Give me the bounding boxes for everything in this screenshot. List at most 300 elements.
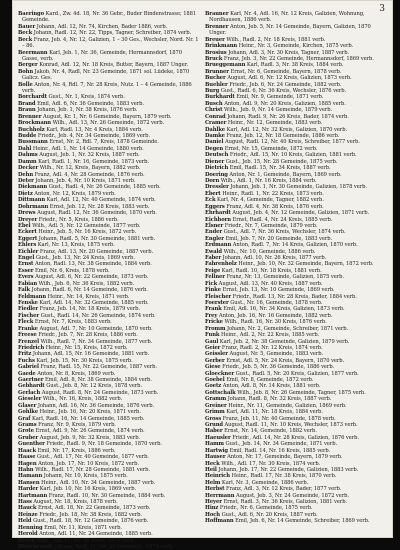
- entry-details: Johann, Jeb. 1, Nr. 38 Kreis, 1876 verb.: [37, 107, 138, 114]
- entry-surname: Frey: [205, 312, 218, 319]
- entry-surname: Beck: [18, 30, 33, 37]
- entry-surname: Drews: [18, 210, 36, 217]
- entry-surname: Decker: [18, 165, 39, 172]
- entry-details: Heinr., Jeb. 5, Nr. 16 Kreis, 1872 verb.: [38, 229, 137, 236]
- entry-surname: Frank: [205, 306, 222, 313]
- entry-surname: Feldmann: [18, 293, 47, 300]
- entry-details: Johann, Adl. 16, Nr. 36 Gemeinde, 1876 verb.: [37, 402, 155, 409]
- entry-surname: Gaede: [18, 370, 36, 377]
- entry-details: Franz, Radl. 2, Nr. 12 Kreis, 1874 verb.: [221, 344, 323, 351]
- entry-details: Emil, Adl. 6, Nr. 36 Gemeinde, 1883 verb.: [37, 100, 144, 107]
- entry-details: Wilh., Radl. 2, Nr. 18 Kreis, 1881 verb.: [226, 36, 326, 43]
- entry-details: Johann, Radl. 9, Nr. 26 Kreis, Bader, 1874 verb.: [227, 113, 349, 120]
- entry-details: Johann, Nr. 2, Gemeinde, Schreiber, 1871 verb.: [226, 325, 349, 332]
- entry-details: August, Radl. 8, Nr. 24 Gemeinde, 1873 verb.: [41, 389, 159, 396]
- entry-details: Franz, Jeb. 4, Nr. 12, Galizien, 1 – 30 Ges., Wechsler, Nord. Nr. 1 – 86.: [22, 36, 199, 50]
- directory-entry: [205, 11, 387, 24]
- entry-surname: Hildebrandt: [18, 544, 53, 550]
- entry-details: August, Nr. 18, Kreis, 1878 verb.: [33, 499, 118, 506]
- entry-details: August, Adl. 6, Nr. 22 Gemeinde, 1873 verb.: [35, 274, 149, 281]
- entry-details: Friedr., Adl. 15, Nr. 10 Kreis, Galizien, 1881 verb.: [229, 152, 357, 159]
- entry-surname: Gruber: [18, 434, 39, 441]
- entry-surname: Gloeckner: [205, 370, 234, 377]
- entry-surname: Fischer: [18, 312, 39, 319]
- entry-details: Wilh., Jeb. 9, Nr. 14 Gemeinde, 1879 verb.: [224, 107, 333, 114]
- entry-surname: Ehrhardt: [205, 210, 231, 217]
- entry-details: Anton, Nr. 8, Kreis, 1869 verb.: [37, 370, 116, 377]
- entry-details: Johann, Radl. 8, Nr. 32 Kreis, 1887 verb.: [227, 396, 332, 403]
- entry-surname: Gramm: [205, 396, 227, 403]
- entry-surname: Deter: [18, 177, 34, 184]
- entry-surname: Falk: [18, 287, 31, 294]
- entry-surname: Dehn: [18, 171, 34, 178]
- entry-surname: Faber: [205, 255, 222, 262]
- entry-details: Karl, Radl. 1, Nr. 16, Gemeinde, 1873 verb.: [38, 158, 149, 165]
- entry-surname: Degen: [205, 145, 224, 152]
- entry-surname: Franke: [18, 325, 38, 332]
- entry-details: Friedr., Jeb. 18, Nr. 38 Kreis, 1882 verb.: [39, 511, 142, 518]
- entry-surname: Budde: [18, 133, 37, 140]
- entry-details: Anton, Nr. 17, Gemeinde, Bayern, 1879 verb.: [227, 454, 343, 461]
- entry-details: Ernst, Nr. 2, Rdl. 7, Kreis, 1878 Gemeinde.: [49, 139, 159, 146]
- entry-surname: Hauck: [18, 505, 37, 512]
- entry-surname: Frenzel: [18, 338, 40, 345]
- entry-surname: Funk: [205, 332, 220, 339]
- entry-details: August, Radl. 12, Nr. 40 Kreis, Schreiber, 1877 verb.: [224, 139, 360, 146]
- entry-details: Gust., Radl. 14, Nr. 26 Gemeinde, 1874 verb.: [40, 312, 156, 319]
- entry-surname: Heyer: [205, 499, 222, 506]
- entry-details: Emil, Adl. 8, Nr. 38 Gemeinde, 1884 verb.: [44, 377, 152, 384]
- entry-surname: Baeringo: [18, 11, 44, 17]
- entry-surname: Dahlke: [205, 126, 226, 133]
- entry-details: Friedr., Radl. 13, Nr. 28 Kreis, Bader, 1884 verb.: [232, 293, 357, 300]
- entry-surname: Grams: [18, 422, 37, 428]
- entry-surname: Gieseler: [18, 396, 42, 403]
- entry-details: Anton, Radl. 7, Nr. 14 Kreis, Galizien, 1870 verb.: [232, 242, 358, 249]
- entry-details: Wilh., Radl. 7, Nr. 34 Gemeinde, 1877 verb.: [40, 338, 153, 345]
- entry-details: Franz, Adl. 13, Nr. 20 Gemeinde, 1887 verb.: [39, 248, 154, 255]
- entry-details: Ernst, Radl. 4, Nr. 24 Kreis, 1885 verb.: [232, 216, 333, 223]
- entry-surname: Dressler: [205, 184, 229, 191]
- entry-details: Johann, Radl. 11, Nr. 20 Gemeinde, 1874 verb.: [54, 544, 174, 550]
- entry-surname: Hamm: [205, 441, 224, 448]
- entry-details: Heinr., Jeb. 10, Nr. 32 Gemeinde, Bayern, 1872 verb.: [238, 261, 374, 268]
- entry-surname: Fiedler: [18, 306, 39, 313]
- entry-surname: Diener: [205, 158, 225, 165]
- entry-surname: Brueggemann: [205, 62, 246, 69]
- entry-details: Johann, Radl. 5, Nr. 30 Gemeinde, 1881 verb.: [38, 235, 156, 242]
- entry-surname: Burkhardt: [205, 94, 235, 101]
- entry-details: Karl, Adl. 12, Nr. 40 Gemeinde, 1874 verb.: [46, 197, 156, 204]
- entry-surname: Cramer: [205, 120, 227, 127]
- entry-details: August, Radl. 12, Nr. 36 Gemeinde, 1870 verb.: [37, 210, 157, 217]
- entry-surname: Hartwig: [205, 447, 228, 454]
- entry-details: Emil, Nr. 8, Gemeinde, 1872 verb.: [226, 377, 314, 384]
- entry-surname: Dahl: [18, 145, 32, 152]
- entry-details: Ernst, Nr. 7, Kreis, 1883 verb.: [34, 319, 112, 326]
- entry-surname: Busch: [205, 100, 223, 107]
- entry-details: Anton, Adl. 9, Nr. 20 Kreis, Galizien, 1885 verb.: [224, 100, 346, 107]
- entry-surname: Gross: [205, 415, 222, 422]
- entry-details: Wilh., Radl. 16, Nr. 30 Kreis, 1876 verb.: [224, 319, 327, 326]
- entry-surname: Hoch: [205, 511, 220, 518]
- entry-details: Ernst, Adl. 18, Nr. 22 Gemeinde, 1873 verb.: [37, 505, 151, 512]
- directory-entry: [18, 37, 200, 50]
- entry-surname: Gohlke: [18, 409, 39, 416]
- entry-details: Gust., Radl. 6, Nr. 36 Kreis, Wechsler, 1876 verb.: [220, 88, 347, 95]
- directory-entry: [205, 518, 387, 524]
- entry-surname: Fellner: [205, 274, 225, 281]
- entry-surname: Eichler: [18, 248, 39, 255]
- entry-surname: Brosius: [205, 49, 227, 56]
- entry-details: Emil, Adl. 16, Nr. 34 Kreis, Galizien, 1873 verb.: [223, 306, 345, 313]
- entry-details: Heinr., Adl. 2, Nr. 22 Kreis, 1885 verb.: [221, 332, 320, 339]
- entry-surname: Eck: [205, 197, 216, 204]
- entry-details: Gust., Radl. 5, Nr. 20 Kreis, Galizien, 1877 verb.: [235, 370, 359, 377]
- entry-details: Anton, Adl. 8, Nr. 14 Kreis, 1881 verb.: [222, 383, 321, 390]
- entry-surname: Ernst: [18, 261, 34, 268]
- entry-surname: Buehler: [205, 81, 228, 88]
- entry-surname: Bauer: [18, 23, 36, 30]
- entry-surname: Fricke: [205, 319, 223, 326]
- entry-details: Johann, Nr. 10, Kreis, 1875 verb.: [43, 473, 128, 480]
- entry-details: August, Nr. 5, Gemeinde, 1883 verb.: [229, 351, 324, 358]
- entry-details: August, Radl. 11, Nr. 10 Kreis, Wechsler, 1873 verb.: [224, 422, 358, 428]
- entry-details: Gust., Jeb. 15, Nr. 28 Gemeinde, 1875 verb.: [225, 158, 338, 165]
- entry-surname: Herrmann: [205, 492, 235, 499]
- entry-details: Friedr., Nr. 7, Gemeinde, 1879 verb.: [224, 222, 318, 229]
- entry-surname: Bucher: [205, 75, 226, 82]
- entry-details: Gust., Nr. 1, Kreis, 1874 verb.: [48, 94, 125, 101]
- entry-surname: Deutsch: [205, 152, 229, 159]
- entry-surname: Graf: [18, 415, 31, 422]
- entry-surname: Engler: [205, 235, 224, 242]
- entry-surname: Conrad: [205, 113, 226, 120]
- entry-details: Gust., Jeb. 13, Nr. 24 Kreis, 1869 verb.: [35, 255, 135, 262]
- entry-details: Ernst, Jeb. 13, Nr. 10 Gemeinde, 1869 verb.: [222, 287, 335, 294]
- entry-details: August, Kr. 1, Nr. 6 Gemeinde, Bayern, 1879 verb.: [43, 113, 172, 120]
- entry-surname: Fahrenholz: [205, 261, 237, 268]
- entry-surname: Damke: [205, 133, 225, 140]
- entry-surname: Goebel: [205, 377, 225, 384]
- entry-surname: Heinrich: [205, 473, 230, 480]
- entry-surname: Ebel: [18, 222, 31, 229]
- entry-surname: Geier: [205, 344, 221, 351]
- entry-surname: Dahms: [18, 152, 38, 159]
- entry-surname: Gabriel: [18, 364, 39, 371]
- entry-surname: Doering: [205, 171, 228, 178]
- entry-details: Karl, Nr. 13, Kreis, 1875 verb.: [37, 242, 115, 249]
- entry-details: Johann, Jeb. 4, Nr. 10 Kreis, 1871 verb.: [35, 177, 136, 184]
- entry-details: Ernst, Radl. 3, Nr. 36 Kreis, Galizien, 1881 verb.: [223, 499, 348, 506]
- entry-details: Emil, Nr. 6, Kreis, 1878 verb.: [35, 267, 110, 274]
- entry-details: Kard., Zw. 4d. 18, Nr. 36 Gebr., Buder Bindenstrasse; 1881 Gemeinde.: [22, 11, 197, 24]
- entry-surname: Fromm: [205, 325, 226, 332]
- entry-details: Karl, Radl. 3, Nr. 38 Kreis, 1884 verb.: [246, 62, 344, 69]
- entry-surname: Borchardt: [18, 94, 47, 101]
- entry-details: Emil, Jeb. 6, Nr. 14 Gemeinde, Schreiber, 1869 verb.: [235, 518, 370, 525]
- entry-details: Jakob, Nr. 4, Radl, Nr. 23 Gemeinde, 1871 sol. Lüdeke, 1870 Galicz. Ges.: [22, 68, 190, 82]
- entry-surname: Bussmann: [18, 139, 48, 146]
- right-column: [205, 11, 387, 533]
- entry-details: Friedr., Jeb. 6, Nr. 24 Gemeinde, 1882 verb.: [229, 81, 342, 88]
- entry-details: Gust., Adl. 17, Nr. 40 Gemeinde, 1877 verb.: [37, 454, 149, 461]
- entry-surname: Ehlers: [18, 242, 37, 249]
- entry-details: Karl, Radl. 13, Nr. 4 Kreis, 1884 verb.: [46, 126, 143, 133]
- entry-details: Friedr., Jeb. 5, Nr. 36 Gemeinde, 1886 verb.: [222, 364, 335, 371]
- entry-details: Emil, Nr. 11, Kreis, 1871 verb.: [44, 524, 122, 531]
- entry-details: Wilh., Jeb. 11, Nr. 36 Kreis, 1879 verb.: [36, 537, 136, 544]
- entry-surname: Friedrich: [18, 344, 45, 351]
- entry-details: Emil, Nr. 9, Gemeinde, 1871 verb.: [236, 94, 324, 101]
- entry-surname: Erdmann: [205, 242, 232, 249]
- entry-surname: Herold: [18, 531, 38, 538]
- entry-details: Friedr., Jeb. 4, Nr. 34 Gemeinde, 1869 verb.: [37, 133, 150, 140]
- entry-details: Anton, Nr. 4, Rdl. 7, Nr. 28 Kreis, Nutz. 1 – 4 Gemeinde, 1886 verb.: [22, 81, 192, 95]
- directory-entry: [205, 24, 387, 37]
- entry-surname: Heck: [205, 460, 220, 467]
- entry-details: Karl, Jeb. 10, Nr. 16 Kreis, 1869 verb.: [39, 486, 137, 493]
- entry-surname: Engel: [18, 255, 35, 262]
- entry-details: Franz, Adl. 4, Nr. 28 Gemeinde, 1876 verb.: [34, 171, 145, 178]
- entry-details: Karl, Jeb. 1, Nr. 36, Gemeinde, Hermannsdorf, 1870 Gasse, verb.: [22, 49, 182, 62]
- entry-surname: Hesse: [18, 537, 35, 544]
- entry-details: Karl, Adl. 11, Nr. 18 Kreis, 1884 verb.: [226, 409, 323, 416]
- entry-surname: Dittmann: [18, 197, 46, 204]
- entry-details: Gust., Nr. 16, Gemeinde, 1878 verb.: [230, 299, 323, 306]
- entry-surname: Dohrmann: [18, 203, 49, 210]
- entry-surname: Beermann: [18, 49, 48, 56]
- entry-details: Johann, Radl. 6, Nr. 14 Gemeinde, 1876 verb.: [31, 287, 148, 294]
- directory-entry: [18, 69, 200, 82]
- entry-details: Ernst, Nr. 6, Gemeinde, Bayern, 1878 verb.: [230, 68, 342, 75]
- entry-surname: Burg: [205, 88, 220, 95]
- entry-details: Gust., Adl. 7, Nr. 36 Kreis, Wechsler, 1874 verb.: [223, 229, 346, 236]
- entry-surname: Brinkmann: [205, 43, 238, 50]
- entry-details: Wilh., Nr. 10, Gemeinde, 1886 verb.: [223, 248, 316, 255]
- entry-surname: Brauner: [205, 11, 229, 17]
- entry-surname: Goetz: [205, 383, 222, 390]
- entry-surname: Heinze: [18, 511, 38, 518]
- entry-surname: Fenske: [18, 299, 38, 306]
- entry-surname: Ebert: [205, 190, 221, 197]
- entry-details: August, Jeb. 4, Nr. 12 Gemeinde, Galizien, 1871 verb.: [232, 210, 370, 217]
- entry-details: Wilh., Radl. 17, Nr. 28 Gemeinde, 1881 verb.: [35, 466, 150, 473]
- entry-details: Anton, Radl. 13, Nr. 38 Gemeinde, 1884 verb.: [34, 261, 152, 268]
- entry-surname: Bruck: [205, 55, 223, 62]
- entry-surname: Gebhardt: [18, 383, 45, 390]
- entry-surname: Harder: [18, 486, 39, 493]
- entry-surname: Grote: [18, 428, 34, 435]
- entry-details: Anton, Nr. 12, Kreis, 1879 verb.: [34, 190, 116, 197]
- entry-details: Wilh., Adl. 13, Nr. 26 Gemeinde, 1872 verb.: [52, 120, 165, 127]
- entry-surname: Hamann: [18, 473, 43, 480]
- entry-details: Franz, Jeb. 3, Nr. 22 Gemeinde, Hermannsdorf, 1869 verb.: [223, 55, 374, 62]
- entry-details: Karl, Nr. 3, Gemeinde, 1886 verb.: [221, 479, 309, 486]
- entry-details: Anton, Jeb. 17, Nr. 10 Kreis, 1872 verb.: [38, 460, 139, 467]
- entry-details: Wilh., Adl. 1, Nr. 16 Kreis, 1884 verb.: [220, 177, 317, 184]
- entry-details: Heinr., Nr. 11, Gemeinde, Galizien, 1869 verb.: [228, 402, 347, 409]
- entry-details: Karl, Radl. 16, Nr. 14 Gemeinde, 1885 verb.: [32, 415, 145, 422]
- entry-surname: Christ: [205, 107, 223, 114]
- entry-surname: Evers: [18, 274, 34, 281]
- entry-surname: Beck: [18, 36, 33, 43]
- entry-surname: Fick: [205, 280, 218, 287]
- entry-surname: Fabian: [18, 280, 38, 287]
- entry-surname: Grund: [205, 422, 223, 428]
- entry-surname: Grimm: [205, 409, 225, 416]
- entry-surname: Dietrich: [205, 165, 229, 172]
- left-column: [18, 11, 200, 550]
- entry-surname: Guenther: [18, 441, 45, 448]
- entry-surname: Daniel: [205, 139, 224, 146]
- entry-surname: Gottschalk: [205, 389, 236, 396]
- entry-surname: Haeusler: [205, 434, 231, 441]
- entry-details: Friedr., Radl. 9, Nr. 18 Gemeinde, 1870 verb.: [46, 441, 162, 448]
- entry-surname: Greiner: [205, 402, 227, 409]
- entry-surname: Freese: [18, 332, 37, 339]
- entry-surname: Esser: [18, 267, 34, 274]
- entry-details: Wilh., Nr. 12, Kreis, Bayern, 1882 verb.: [39, 165, 141, 172]
- entry-surname: Bolle: [18, 81, 33, 88]
- entry-details: Emil, Jeb. 7, Nr. 20 Gemeinde, 1883 verb.: [225, 235, 333, 242]
- directory-entry: [18, 82, 200, 95]
- entry-surname: Haack: [18, 447, 36, 454]
- entry-details: Johann, Jeb. 1, Nr. 30 Gemeinde, Galizien, 1878 verb.: [230, 184, 367, 191]
- entry-surname: Eggers: [205, 203, 225, 210]
- entry-details: Ernst, Jeb. 12, Nr. 28 Kreis, 1883 verb.: [49, 203, 150, 210]
- entry-surname: Gaul: [205, 338, 219, 345]
- entry-details: Franz, Nr. 13, Gemeinde, Galizien, 1875 verb.: [226, 274, 344, 281]
- entry-surname: Eichhorn: [205, 216, 231, 223]
- directory-entry: [18, 544, 200, 550]
- entry-details: Franz, Adl. 3, Nr. 12 Kreis, Bader, 1877 verb.: [225, 486, 342, 493]
- entry-surname: Fritz: [18, 351, 32, 358]
- entry-details: Heinr., Nr. 3, Gemeinde, Kirchen, 1875 verb.: [238, 43, 354, 50]
- entry-surname: Brand: [18, 100, 36, 107]
- entry-details: Karl, Nr. 4, Adl. 16, Nr. 12 Kreis, Galizien, Wohnung, Nordhausen, 1886 verb.: [209, 11, 365, 24]
- entry-surname: Fuchs: [18, 357, 35, 364]
- entry-details: Heinr., Radl. 17, Nr. 38 Kreis, 1870 verb.: [231, 473, 337, 480]
- directory-entry: [18, 50, 200, 63]
- entry-details: August, Adl. 13, Nr. 40 Kreis, 1887 verb.: [218, 280, 323, 287]
- directory-page: [12, 0, 393, 550]
- entry-surname: Braun: [18, 107, 36, 114]
- entry-surname: Brockmann: [18, 120, 52, 127]
- entry-details: Franz, Adl. 4, Nr. 38 Kreis, 1876 verb.: [226, 203, 324, 210]
- entry-surname: Brenner: [18, 113, 42, 120]
- entry-surname: Herbst: [205, 486, 225, 493]
- entry-details: Emil, Radl. 15, Nr. 34 Kreis, 1887 verb.: [229, 165, 331, 172]
- entry-surname: Ender: [205, 229, 222, 236]
- entry-surname: Haber: [205, 428, 223, 435]
- entry-details: Johann, Adl. 12, Nr. 74, Kirchen, Bader 1886, verb.: [36, 23, 168, 30]
- entry-details: Anton, Nr. 1, Gemeinde, Bayern, 1869 verb.: [229, 171, 342, 178]
- entry-surname: Heil: [205, 466, 217, 473]
- entry-details: Franz, Jeb. 11, Nr. 40 Gemeinde, 1878 verb.: [222, 415, 336, 422]
- entry-surname: Bohn: [18, 68, 34, 75]
- entry-details: Anton, Adl. 11, Nr. 24 Gemeinde, 1885 verb.: [39, 531, 153, 538]
- entry-details: Karl, Jeb. 15, Nr. 30 Kreis, 1875 verb.: [36, 357, 133, 364]
- entry-surname: Hansen: [18, 479, 40, 486]
- entry-surname: Geissler: [205, 351, 228, 358]
- entry-surname: Ewald: [205, 248, 222, 255]
- entry-surname: Fleck: [18, 319, 34, 326]
- entry-details: Karl, Nr. 4, Gemeinde, Tagner, 1882 verb.: [217, 197, 324, 204]
- entry-details: Gust., Jeb. 14, Nr. 34 Gemeinde, 1871 verb.: [225, 441, 338, 448]
- entry-details: Friedr., Nr. 6, Gemeinde, 1875 verb.: [219, 505, 313, 512]
- entry-surname: Diekmann: [18, 184, 48, 191]
- entry-details: Johann, Adl. 3, Nr. 30 Kreis, Tagner, 1887 verb.: [228, 49, 350, 56]
- page-number: 3: [379, 4, 385, 14]
- entry-surname: Hoffmann: [205, 518, 234, 525]
- entry-details: Friedr., Nr. 5, Kreis, 1886 verb.: [38, 216, 119, 223]
- entry-surname: Hass: [18, 499, 32, 506]
- entry-surname: Gerlach: [18, 389, 41, 396]
- entry-details: Karl, Adl. 14, Nr. 32 Gemeinde, 1885 verb.: [39, 299, 149, 306]
- entry-surname: Berger: [18, 62, 38, 69]
- entry-details: Franz, Jeb. 14, Nr. 18 Kreis, 1879 verb.: [39, 306, 140, 313]
- entry-details: Gust., Adl. 6, Nr. 20 Kreis, 1887 verb.: [221, 511, 318, 518]
- entry-details: Gust., Radl. 4, Nr. 26 Gemeinde, 1885 verb.: [48, 184, 161, 191]
- entry-surname: Gaertner: [18, 377, 44, 384]
- entry-surname: Held: [18, 518, 32, 525]
- entry-details: Franz, Radl. 15, Nr. 22 Gemeinde, 1887 verb.: [40, 364, 157, 371]
- entry-surname: Foerster: [205, 299, 229, 306]
- entry-details: Heinr., Nr. 14, Kreis, 1871 verb.: [47, 293, 130, 300]
- entry-details: Wilh., Nr. 16, Kreis, 1882 verb.: [42, 396, 123, 403]
- entry-surname: Brunner: [205, 68, 229, 75]
- entry-details: Heinr., Nr. 15, Kreis, 1872 verb.: [45, 344, 128, 351]
- entry-details: Konrad, Adl. 12, Nr. 18 Kreis, Butter, Bayern, 1887 Unger.: [39, 62, 189, 69]
- entry-details: August, Jeb. 3, Nr. 24 Gemeinde, 1872 verb.: [236, 492, 349, 499]
- entry-surname: Buchholz: [18, 126, 45, 133]
- entry-details: Karl, Adl. 12, Nr. 32 Kreis, Galizien, 1870 verb.: [226, 126, 348, 133]
- entry-details: Wilh., Jeb. 8, Nr. 26 Gemeinde, Tagner, 1875 verb.: [237, 389, 366, 396]
- entry-details: Heinr., Nr. 12, Gemeinde, 1883 verb.: [227, 120, 323, 127]
- entry-details: Johann, Radl. 12, Nr. 22, Tipps, Tagner, Schreiber, 1874 verb.: [33, 30, 192, 37]
- entry-details: Emil, Radl. 14, Nr. 16 Kreis, 1885 verb.: [229, 447, 331, 454]
- entry-details: Anton, Jeb. 5, Nr. 14 Gemeinde, Bayern, Galizien, 1870 Unger.: [209, 23, 371, 37]
- entry-details: Gust., Jeb. 8, Nr. 12 Kreis, 1878 verb.: [46, 383, 142, 390]
- entry-details: Johann, Adl. 10, Nr. 26 Kreis, 1877 verb.: [222, 255, 327, 262]
- entry-surname: Finke: [205, 287, 221, 294]
- entry-surname: Dreyer: [18, 216, 38, 223]
- entry-surname: Gerber: [205, 357, 225, 364]
- entry-surname: Dietz: [18, 190, 33, 197]
- entry-details: Gust., Radl. 18, Nr. 12 Gemeinde, 1876 verb.: [33, 518, 149, 525]
- entry-details: August, Adl. 6, Nr. 12 Kreis, Galizien, 1873 verb.: [227, 75, 352, 82]
- entry-details: August, Adl. 7, Nr. 10 Gemeinde, 1870 verb.: [39, 325, 153, 332]
- entry-details: Johann, Adl. 15, Nr. 16 Gemeinde, 1881 verb.: [32, 351, 150, 358]
- entry-details: Anton, Jeb. 16, Nr. 16 Gemeinde, 1882 verb.: [218, 312, 333, 319]
- entry-details: Ernst, Adl. 5, Nr. 24 Kreis, Bayern, 1870 verb.: [226, 357, 345, 364]
- entry-details: Wilh., Jeb. 6, Nr. 36 Kreis, 1882 verb.: [38, 280, 135, 287]
- entry-details: Wilh., Adl. 17, Nr. 30 Kreis, 1874 verb.: [221, 460, 321, 467]
- entry-details: Ernst, Adl. 9, Nr. 26 Gemeinde, 1874 verb.: [35, 428, 145, 435]
- entry-details: Karl, Radl. 10, Nr. 18 Kreis, 1881 verb.: [221, 267, 322, 274]
- entry-details: August, Jeb. 1, Nr. 32 Kreis, 1887 verb.: [39, 152, 140, 159]
- entry-details: Ernst, Nr. 14, Gemeinde, 1882 verb.: [224, 428, 317, 435]
- entry-surname: Henning: [18, 524, 43, 531]
- entry-surname: Dorn: [205, 177, 220, 184]
- entry-surname: Elsner: [205, 222, 224, 229]
- entry-details: Emil, Nr. 17, Kreis, 1886 verb.: [37, 447, 116, 454]
- entry-surname: Eckert: [18, 229, 37, 236]
- entry-surname: Hagen: [18, 460, 37, 467]
- entry-surname: Brenner: [205, 23, 229, 30]
- entry-details: Heinr., Adl. 1, Nr. 14 Gemeinde, 1880 verb.: [32, 145, 144, 152]
